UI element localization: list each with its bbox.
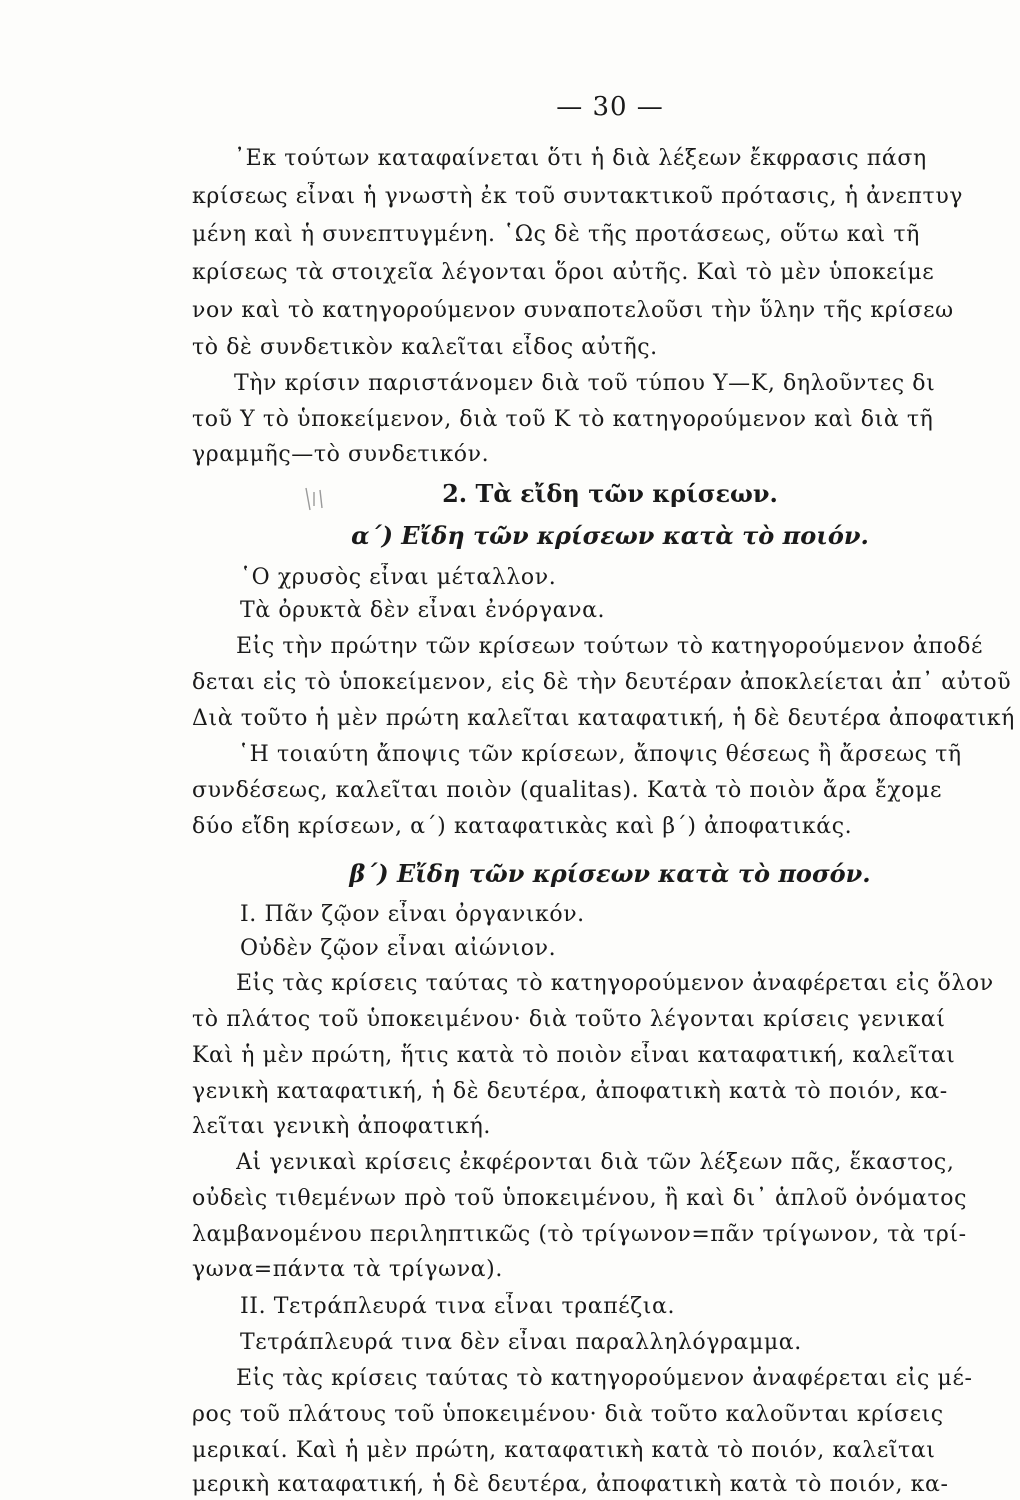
example-line: Ι. Πᾶν ζῷον εἶναι ὀργανικόν. xyxy=(240,902,585,927)
text-line: Διὰ τοῦτο ἡ μὲν πρώτη καλεῖται καταφατική, ἡ δὲ δευτέρα ἀποφατική xyxy=(192,706,1015,731)
text-line: ῾Η τοιαύτη ἄποψις τῶν κρίσεων, ἄποψις θέσεως ἢ ἄρσεως τῆ xyxy=(238,742,962,767)
text-line: Εἰς τὰς κρίσεις ταύτας τὸ κατηγορούμενον ἀναφέρεται εἰς ὅλον xyxy=(236,971,994,996)
example-line: Τὰ ὀρυκτὰ δὲν εἶναι ἐνόργανα. xyxy=(240,598,606,623)
text-line: γραμμῆς—τὸ συνδετικόν. xyxy=(192,442,490,467)
pencil-mark-icon xyxy=(302,484,334,514)
text-line: λεῖται γενικὴ ἀποφατική. xyxy=(192,1114,492,1139)
text-line: τὸ πλάτος τοῦ ὑποκειμένου· διὰ τοῦτο λέγονται κρίσεις γενικαί xyxy=(192,1007,946,1032)
text-line: συνδέσεως, καλεῖται ποιὸν (qualitas). Κατὰ τὸ ποιὸν ἄρα ἔχομε xyxy=(192,778,943,803)
example-line: ῾Ο χρυσὸς εἶναι μέταλλον. xyxy=(240,565,557,590)
text-line: τὸ δὲ συνδετικὸν καλεῖται εἶδος αὐτῆς. xyxy=(192,335,658,360)
page-number: — 30 — xyxy=(556,92,664,122)
text-line: οὐδεὶς τιθεμένων πρὸ τοῦ ὑποκειμένου, ἢ καὶ δι᾿ ἁπλοῦ ὀνόματος xyxy=(192,1186,968,1211)
text-line: Καὶ ἡ μὲν πρώτη, ἥτις κατὰ τὸ ποιὸν εἶναι καταφατική, καλεῖται xyxy=(192,1043,956,1068)
text-line: γενικὴ καταφατική, ἡ δὲ δευτέρα, ἀποφατικὴ κατὰ τὸ ποιόν, κα- xyxy=(192,1079,948,1104)
text-line: Αἱ γενικαὶ κρίσεις ἐκφέρονται διὰ τῶν λέξεων πᾶς, ἕκαστος, xyxy=(236,1150,955,1175)
text-line: μερικαί. Καὶ ἡ μὲν πρώτη, καταφατικὴ κατὰ τὸ ποιόν, καλεῖται xyxy=(192,1438,936,1463)
text-line: μένη καὶ ἡ συνεπτυγμένη. ῾Ως δὲ τῆς προτάσεως, οὕτω καὶ τῆ xyxy=(192,222,920,247)
text-line: δύο εἴδη κρίσεων, α΄) καταφατικὰς καὶ β΄) ἀποφατικάς. xyxy=(192,814,853,839)
text-line: Εἰς τὴν πρώτην τῶν κρίσεων τούτων τὸ κατηγορούμενον ἀποδέ xyxy=(236,634,983,659)
text-line: μερικὴ καταφατική, ἡ δὲ δευτέρα, ἀποφατικὴ κατὰ τὸ ποιόν, κα- xyxy=(192,1472,949,1497)
text-line: ᾿Εκ τούτων καταφαίνεται ὅτι ἡ διὰ λέξεων ἔκφρασις πάση xyxy=(234,146,927,171)
example-line: ΙΙ. Τετράπλευρά τινα εἶναι τραπέζια. xyxy=(240,1294,676,1319)
example-line: Τετράπλευρά τινα δὲν εἶναι παραλληλόγραμμα. xyxy=(240,1330,802,1355)
text-line: κρίσεως εἶναι ἡ γνωστὴ ἐκ τοῦ συντακτικοῦ πρότασις, ἡ ἀνεπτυγ xyxy=(192,184,964,209)
example-line: Οὐδὲν ζῷον εἶναι αἰώνιον. xyxy=(240,936,557,961)
section-heading: 2. Τὰ εἴδη τῶν κρίσεων. xyxy=(442,479,778,508)
text-line: Εἰς τὰς κρίσεις ταύτας τὸ κατηγορούμενον ἀναφέρεται εἰς μέ- xyxy=(236,1366,973,1391)
subsection-heading-a: α΄) Εἴδη τῶν κρίσεων κατὰ τὸ ποιόν. xyxy=(351,521,869,550)
text-line: τοῦ Υ τὸ ὑποκείμενον, διὰ τοῦ Κ τὸ κατηγορούμενον καὶ διὰ τῆ xyxy=(192,407,934,432)
subsection-heading-b: β΄) Εἴδη τῶν κρίσεων κατὰ τὸ ποσόν. xyxy=(349,859,871,888)
text-line: δεται εἰς τὸ ὑποκείμενον, εἰς δὲ τὴν δευτέραν ἀποκλείεται ἀπ᾿ αὐτοῦ xyxy=(192,670,1012,695)
text-line: νον καὶ τὸ κατηγορούμενον συναποτελοῦσι τὴν ὕλην τῆς κρίσεω xyxy=(192,298,954,323)
text-line: λαμβανομένου περιληπτικῶς (τὸ τρίγωνον=πᾶν τρίγωνον, τὰ τρί- xyxy=(192,1222,967,1247)
text-line: κρίσεως τὰ στοιχεῖα λέγονται ὅροι αὐτῆς. Καὶ τὸ μὲν ὑποκείμε xyxy=(192,260,935,285)
text-line: Τὴν κρίσιν παριστάνομεν διὰ τοῦ τύπου Υ—Κ, δηλοῦντες δι xyxy=(234,371,936,396)
text-line: γωνα=πάντα τὰ τρίγωνα). xyxy=(192,1257,503,1282)
text-line: ρος τοῦ πλάτους τοῦ ὑποκειμένου· διὰ τοῦτο καλοῦνται κρίσεις xyxy=(192,1402,944,1427)
